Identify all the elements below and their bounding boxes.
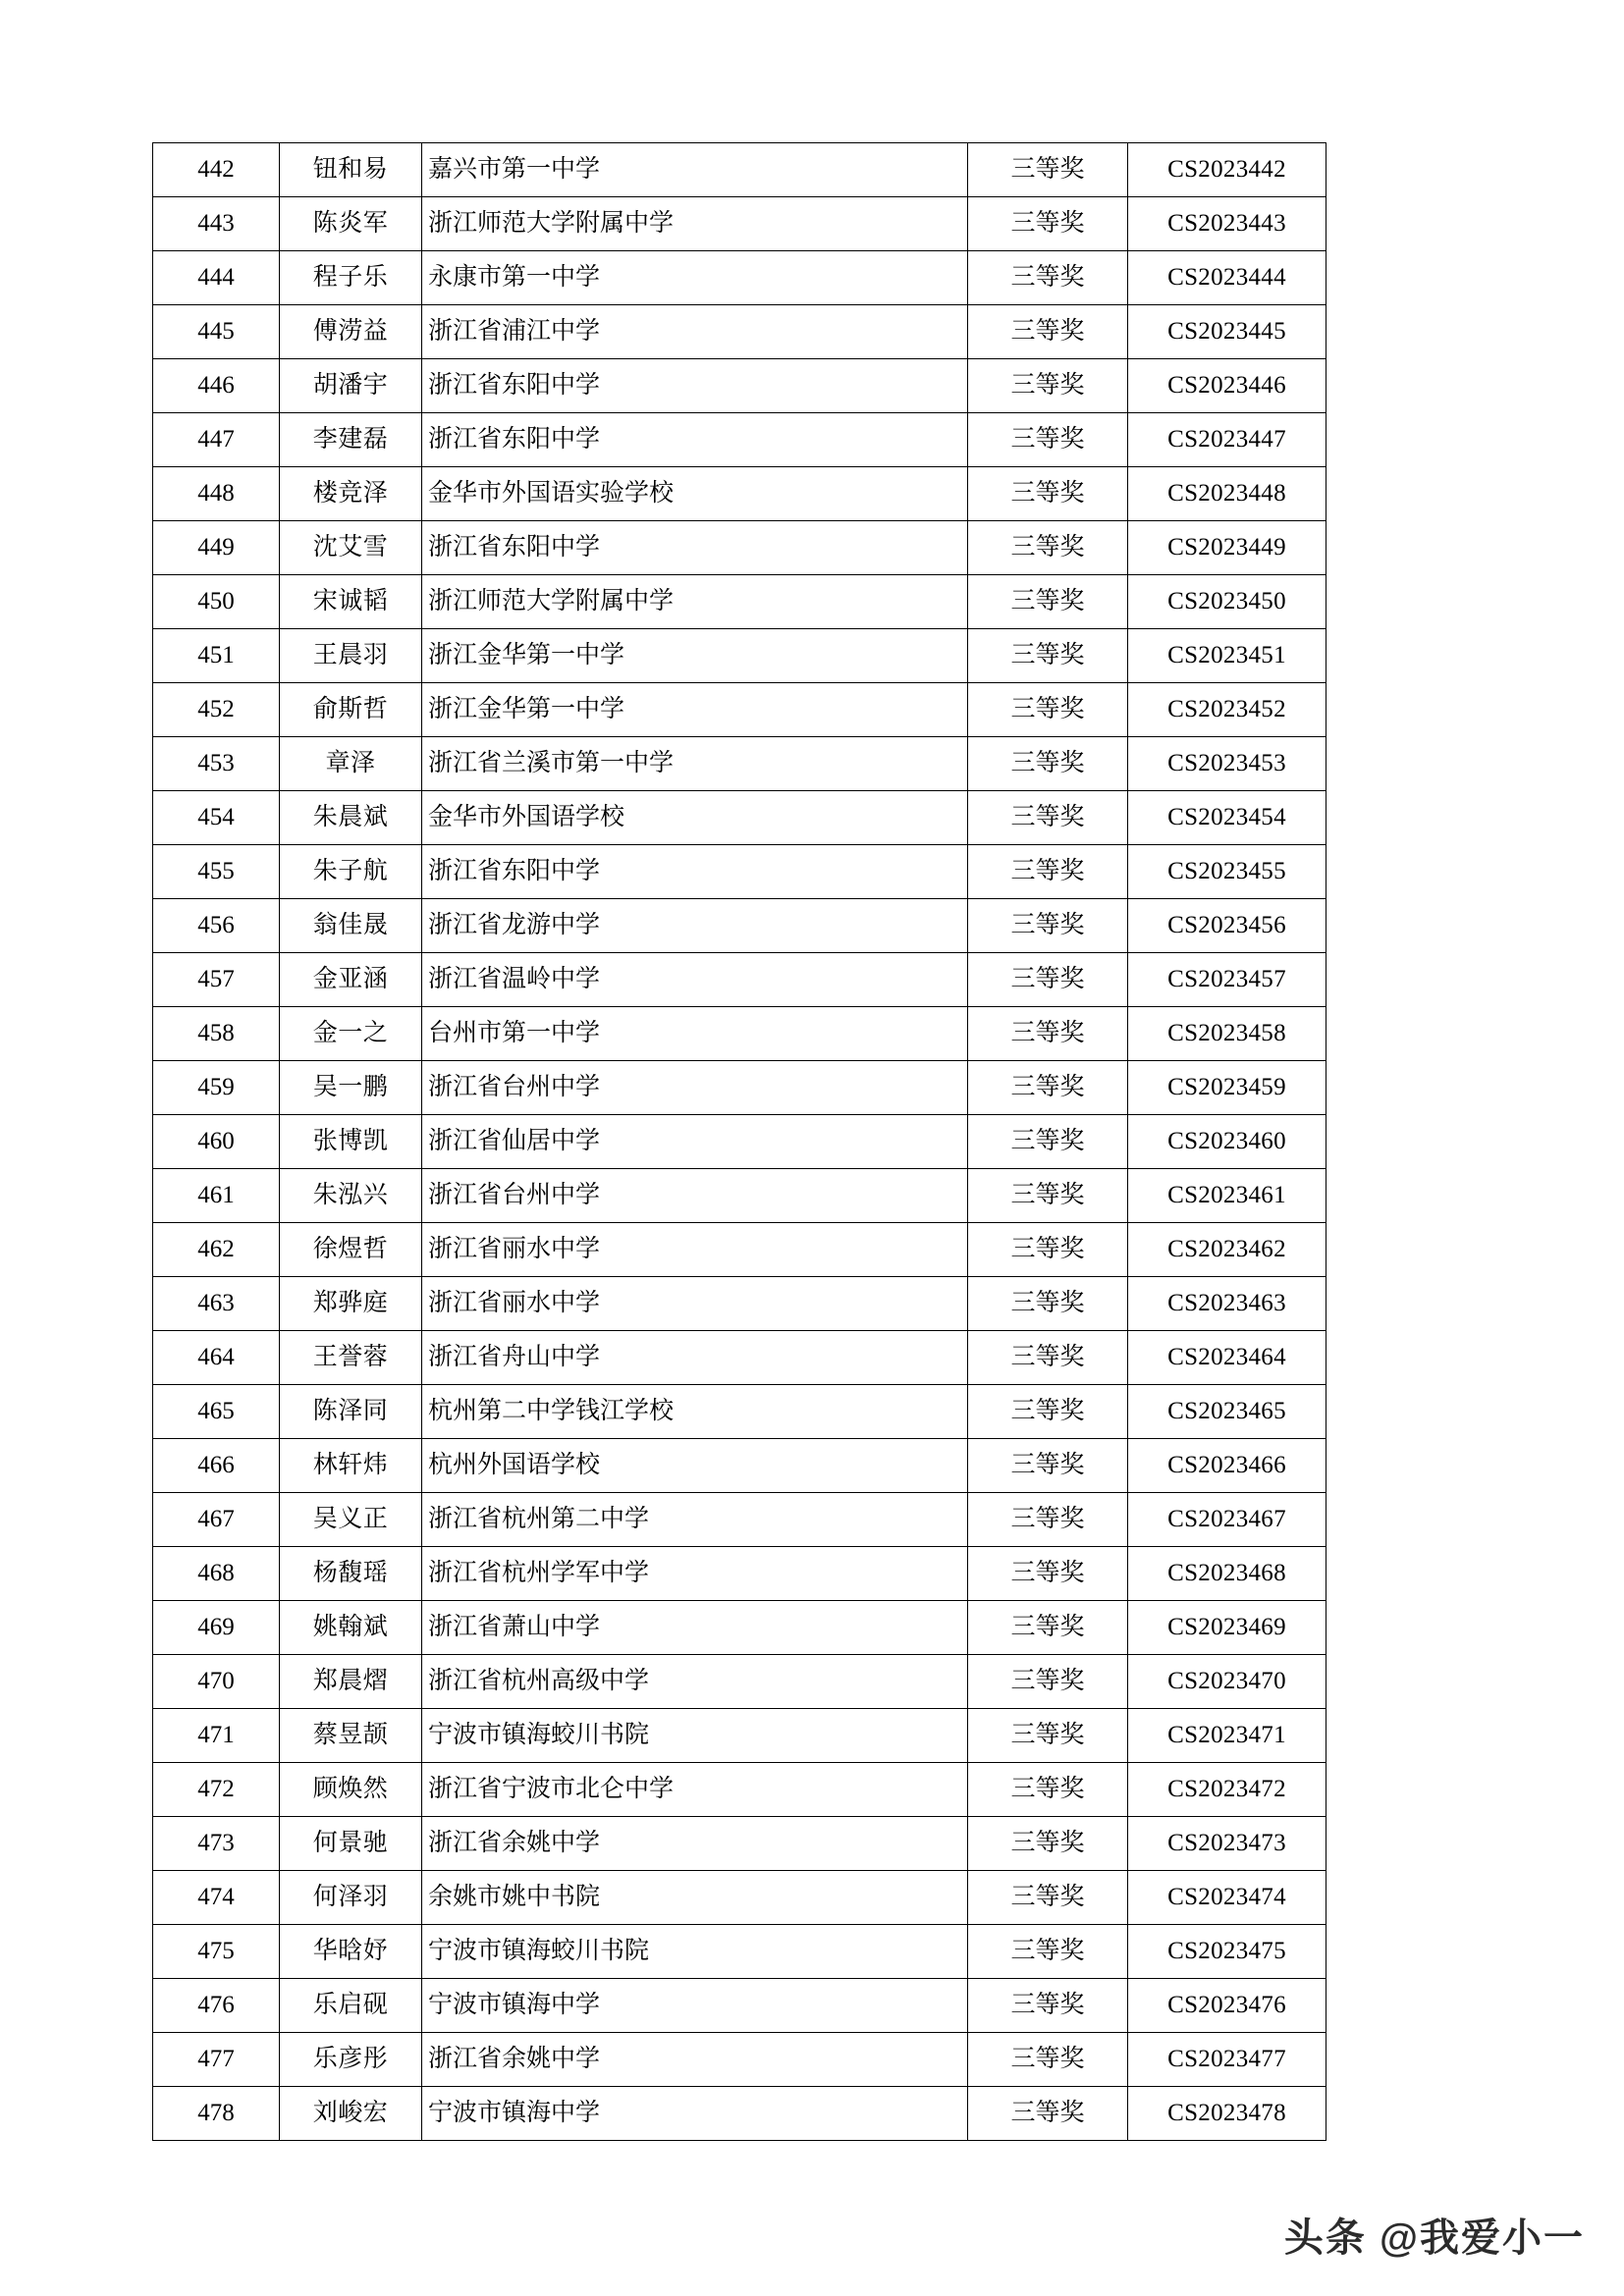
student-name-cell: 傅涝益	[280, 305, 422, 359]
table-row	[153, 575, 1326, 629]
row-index-cell: 464	[153, 1331, 280, 1385]
award-level-cell: 三等奖	[968, 251, 1128, 305]
school-name-cell: 浙江省东阳中学	[422, 845, 968, 899]
table-row	[153, 1007, 1326, 1061]
award-level-cell: 三等奖	[968, 2087, 1128, 2141]
award-level-cell: 三等奖	[968, 1655, 1128, 1709]
award-level-cell: 三等奖	[968, 683, 1128, 737]
certificate-code-cell: CS2023457	[1128, 953, 1326, 1007]
certificate-code-cell: CS2023442	[1128, 143, 1326, 197]
certificate-code-cell: CS2023455	[1128, 845, 1326, 899]
table-row	[153, 1763, 1326, 1817]
school-name-cell: 宁波市镇海蛟川书院	[422, 1925, 968, 1979]
watermark: 头条 @我爱小一	[1283, 2216, 1585, 2260]
certificate-code-cell: CS2023461	[1128, 1169, 1326, 1223]
row-index-cell: 468	[153, 1547, 280, 1601]
award-level-cell: 三等奖	[968, 1601, 1128, 1655]
table-row	[153, 899, 1326, 953]
row-index-cell: 444	[153, 251, 280, 305]
row-index-cell: 450	[153, 575, 280, 629]
school-name-cell: 浙江省东阳中学	[422, 521, 968, 575]
certificate-code-cell: CS2023463	[1128, 1277, 1326, 1331]
row-index-cell: 477	[153, 2033, 280, 2087]
student-name-cell: 俞斯哲	[280, 683, 422, 737]
award-table-container	[152, 142, 1326, 2141]
student-name-cell: 翁佳晟	[280, 899, 422, 953]
row-index-cell: 447	[153, 413, 280, 467]
school-name-cell: 浙江省杭州高级中学	[422, 1655, 968, 1709]
certificate-code-cell: CS2023444	[1128, 251, 1326, 305]
row-index-cell: 452	[153, 683, 280, 737]
student-name-cell: 王誉蓉	[280, 1331, 422, 1385]
student-name-cell: 吴一鹏	[280, 1061, 422, 1115]
certificate-code-cell: CS2023469	[1128, 1601, 1326, 1655]
student-name-cell: 徐煜哲	[280, 1223, 422, 1277]
school-name-cell: 浙江省丽水中学	[422, 1277, 968, 1331]
certificate-code-cell: CS2023477	[1128, 2033, 1326, 2087]
row-index-cell: 457	[153, 953, 280, 1007]
award-level-cell: 三等奖	[968, 845, 1128, 899]
student-name-cell: 沈艾雪	[280, 521, 422, 575]
student-name-cell: 钮和易	[280, 143, 422, 197]
table-row	[153, 413, 1326, 467]
table-row	[153, 467, 1326, 521]
certificate-code-cell: CS2023452	[1128, 683, 1326, 737]
school-name-cell: 浙江省丽水中学	[422, 1223, 968, 1277]
table-row	[153, 791, 1326, 845]
school-name-cell: 宁波市镇海中学	[422, 2087, 968, 2141]
award-level-cell: 三等奖	[968, 953, 1128, 1007]
school-name-cell: 浙江金华第一中学	[422, 629, 968, 683]
row-index-cell: 446	[153, 359, 280, 413]
row-index-cell: 454	[153, 791, 280, 845]
row-index-cell: 458	[153, 1007, 280, 1061]
row-index-cell: 474	[153, 1871, 280, 1925]
student-name-cell: 林轩炜	[280, 1439, 422, 1493]
table-row	[153, 359, 1326, 413]
student-name-cell: 章泽	[280, 737, 422, 791]
certificate-code-cell: CS2023470	[1128, 1655, 1326, 1709]
certificate-code-cell: CS2023466	[1128, 1439, 1326, 1493]
certificate-code-cell: CS2023443	[1128, 197, 1326, 251]
row-index-cell: 469	[153, 1601, 280, 1655]
row-index-cell: 471	[153, 1709, 280, 1763]
certificate-code-cell: CS2023473	[1128, 1817, 1326, 1871]
award-level-cell: 三等奖	[968, 2033, 1128, 2087]
certificate-code-cell: CS2023447	[1128, 413, 1326, 467]
row-index-cell: 462	[153, 1223, 280, 1277]
school-name-cell: 台州市第一中学	[422, 1007, 968, 1061]
student-name-cell: 蔡昱颉	[280, 1709, 422, 1763]
school-name-cell: 浙江省余姚中学	[422, 1817, 968, 1871]
table-row	[153, 1817, 1326, 1871]
student-name-cell: 张博凯	[280, 1115, 422, 1169]
school-name-cell: 浙江省杭州学军中学	[422, 1547, 968, 1601]
student-name-cell: 郑晨熠	[280, 1655, 422, 1709]
student-name-cell: 华晗妤	[280, 1925, 422, 1979]
school-name-cell: 浙江省余姚中学	[422, 2033, 968, 2087]
award-level-cell: 三等奖	[968, 1817, 1128, 1871]
certificate-code-cell: CS2023478	[1128, 2087, 1326, 2141]
table-row	[153, 1493, 1326, 1547]
certificate-code-cell: CS2023465	[1128, 1385, 1326, 1439]
row-index-cell: 455	[153, 845, 280, 899]
school-name-cell: 金华市外国语实验学校	[422, 467, 968, 521]
award-level-cell: 三等奖	[968, 1385, 1128, 1439]
school-name-cell: 永康市第一中学	[422, 251, 968, 305]
certificate-code-cell: CS2023472	[1128, 1763, 1326, 1817]
school-name-cell: 浙江金华第一中学	[422, 683, 968, 737]
table-row	[153, 1547, 1326, 1601]
school-name-cell: 余姚市姚中书院	[422, 1871, 968, 1925]
student-name-cell: 朱子航	[280, 845, 422, 899]
school-name-cell: 浙江省仙居中学	[422, 1115, 968, 1169]
award-level-cell: 三等奖	[968, 1709, 1128, 1763]
student-name-cell: 何泽羽	[280, 1871, 422, 1925]
table-row	[153, 1601, 1326, 1655]
student-name-cell: 程子乐	[280, 251, 422, 305]
table-row	[153, 1277, 1326, 1331]
table-row	[153, 683, 1326, 737]
table-row	[153, 251, 1326, 305]
award-level-cell: 三等奖	[968, 1115, 1128, 1169]
school-name-cell: 金华市外国语学校	[422, 791, 968, 845]
row-index-cell: 475	[153, 1925, 280, 1979]
table-row	[153, 2087, 1326, 2141]
school-name-cell: 浙江省萧山中学	[422, 1601, 968, 1655]
student-name-cell: 姚翰斌	[280, 1601, 422, 1655]
award-table	[152, 142, 1326, 2141]
certificate-code-cell: CS2023449	[1128, 521, 1326, 575]
table-row	[153, 737, 1326, 791]
school-name-cell: 浙江省宁波市北仑中学	[422, 1763, 968, 1817]
row-index-cell: 448	[153, 467, 280, 521]
award-level-cell: 三等奖	[968, 1763, 1128, 1817]
table-row	[153, 1331, 1326, 1385]
student-name-cell: 朱晨斌	[280, 791, 422, 845]
table-row	[153, 845, 1326, 899]
certificate-code-cell: CS2023474	[1128, 1871, 1326, 1925]
award-level-cell: 三等奖	[968, 1223, 1128, 1277]
award-level-cell: 三等奖	[968, 737, 1128, 791]
student-name-cell: 朱泓兴	[280, 1169, 422, 1223]
student-name-cell: 吴义正	[280, 1493, 422, 1547]
award-level-cell: 三等奖	[968, 899, 1128, 953]
student-name-cell: 陈炎军	[280, 197, 422, 251]
award-level-cell: 三等奖	[968, 1169, 1128, 1223]
table-row	[153, 2033, 1326, 2087]
table-row	[153, 1169, 1326, 1223]
table-row	[153, 1115, 1326, 1169]
student-name-cell: 胡潘宇	[280, 359, 422, 413]
row-index-cell: 456	[153, 899, 280, 953]
award-table-body	[153, 143, 1326, 2141]
certificate-code-cell: CS2023458	[1128, 1007, 1326, 1061]
table-row	[153, 197, 1326, 251]
student-name-cell: 乐启砚	[280, 1979, 422, 2033]
award-level-cell: 三等奖	[968, 521, 1128, 575]
student-name-cell: 顾焕然	[280, 1763, 422, 1817]
certificate-code-cell: CS2023460	[1128, 1115, 1326, 1169]
row-index-cell: 445	[153, 305, 280, 359]
award-level-cell: 三等奖	[968, 305, 1128, 359]
row-index-cell: 478	[153, 2087, 280, 2141]
student-name-cell: 王晨羽	[280, 629, 422, 683]
row-index-cell: 460	[153, 1115, 280, 1169]
table-row	[153, 305, 1326, 359]
school-name-cell: 浙江省杭州第二中学	[422, 1493, 968, 1547]
award-level-cell: 三等奖	[968, 791, 1128, 845]
school-name-cell: 浙江省台州中学	[422, 1169, 968, 1223]
certificate-code-cell: CS2023454	[1128, 791, 1326, 845]
row-index-cell: 476	[153, 1979, 280, 2033]
school-name-cell: 浙江省舟山中学	[422, 1331, 968, 1385]
school-name-cell: 浙江师范大学附属中学	[422, 197, 968, 251]
table-row	[153, 953, 1326, 1007]
row-index-cell: 473	[153, 1817, 280, 1871]
table-row	[153, 1061, 1326, 1115]
student-name-cell: 陈泽同	[280, 1385, 422, 1439]
certificate-code-cell: CS2023446	[1128, 359, 1326, 413]
student-name-cell: 杨馥瑶	[280, 1547, 422, 1601]
school-name-cell: 浙江省龙游中学	[422, 899, 968, 953]
row-index-cell: 472	[153, 1763, 280, 1817]
row-index-cell: 470	[153, 1655, 280, 1709]
row-index-cell: 453	[153, 737, 280, 791]
student-name-cell: 郑骅庭	[280, 1277, 422, 1331]
row-index-cell: 461	[153, 1169, 280, 1223]
student-name-cell: 何景驰	[280, 1817, 422, 1871]
school-name-cell: 杭州第二中学钱江学校	[422, 1385, 968, 1439]
row-index-cell: 449	[153, 521, 280, 575]
award-level-cell: 三等奖	[968, 1439, 1128, 1493]
award-level-cell: 三等奖	[968, 1331, 1128, 1385]
school-name-cell: 浙江省兰溪市第一中学	[422, 737, 968, 791]
student-name-cell: 楼竞泽	[280, 467, 422, 521]
award-level-cell: 三等奖	[968, 1547, 1128, 1601]
award-level-cell: 三等奖	[968, 1493, 1128, 1547]
table-row	[153, 1979, 1326, 2033]
student-name-cell: 乐彦彤	[280, 2033, 422, 2087]
award-level-cell: 三等奖	[968, 1277, 1128, 1331]
table-row	[153, 1925, 1326, 1979]
certificate-code-cell: CS2023451	[1128, 629, 1326, 683]
table-row	[153, 521, 1326, 575]
award-level-cell: 三等奖	[968, 1007, 1128, 1061]
school-name-cell: 宁波市镇海蛟川书院	[422, 1709, 968, 1763]
certificate-code-cell: CS2023462	[1128, 1223, 1326, 1277]
row-index-cell: 451	[153, 629, 280, 683]
award-level-cell: 三等奖	[968, 629, 1128, 683]
school-name-cell: 浙江省温岭中学	[422, 953, 968, 1007]
row-index-cell: 443	[153, 197, 280, 251]
row-index-cell: 465	[153, 1385, 280, 1439]
table-row	[153, 1709, 1326, 1763]
school-name-cell: 浙江省东阳中学	[422, 413, 968, 467]
school-name-cell: 嘉兴市第一中学	[422, 143, 968, 197]
certificate-code-cell: CS2023468	[1128, 1547, 1326, 1601]
certificate-code-cell: CS2023467	[1128, 1493, 1326, 1547]
certificate-code-cell: CS2023453	[1128, 737, 1326, 791]
award-level-cell: 三等奖	[968, 1925, 1128, 1979]
school-name-cell: 杭州外国语学校	[422, 1439, 968, 1493]
table-row	[153, 1655, 1326, 1709]
certificate-code-cell: CS2023456	[1128, 899, 1326, 953]
certificate-code-cell: CS2023475	[1128, 1925, 1326, 1979]
student-name-cell: 宋诚韬	[280, 575, 422, 629]
student-name-cell: 刘峻宏	[280, 2087, 422, 2141]
school-name-cell: 浙江省浦江中学	[422, 305, 968, 359]
award-level-cell: 三等奖	[968, 1061, 1128, 1115]
table-row	[153, 1439, 1326, 1493]
certificate-code-cell: CS2023471	[1128, 1709, 1326, 1763]
row-index-cell: 463	[153, 1277, 280, 1331]
table-row	[153, 1385, 1326, 1439]
table-row	[153, 1223, 1326, 1277]
student-name-cell: 李建磊	[280, 413, 422, 467]
award-level-cell: 三等奖	[968, 575, 1128, 629]
row-index-cell: 442	[153, 143, 280, 197]
school-name-cell: 宁波市镇海中学	[422, 1979, 968, 2033]
award-level-cell: 三等奖	[968, 467, 1128, 521]
row-index-cell: 459	[153, 1061, 280, 1115]
row-index-cell: 466	[153, 1439, 280, 1493]
award-level-cell: 三等奖	[968, 359, 1128, 413]
award-level-cell: 三等奖	[968, 143, 1128, 197]
certificate-code-cell: CS2023448	[1128, 467, 1326, 521]
school-name-cell: 浙江省东阳中学	[422, 359, 968, 413]
student-name-cell: 金一之	[280, 1007, 422, 1061]
student-name-cell: 金亚涵	[280, 953, 422, 1007]
certificate-code-cell: CS2023445	[1128, 305, 1326, 359]
table-row	[153, 629, 1326, 683]
row-index-cell: 467	[153, 1493, 280, 1547]
table-row	[153, 143, 1326, 197]
award-level-cell: 三等奖	[968, 197, 1128, 251]
table-row	[153, 1871, 1326, 1925]
certificate-code-cell: CS2023476	[1128, 1979, 1326, 2033]
certificate-code-cell: CS2023459	[1128, 1061, 1326, 1115]
school-name-cell: 浙江省台州中学	[422, 1061, 968, 1115]
award-level-cell: 三等奖	[968, 1979, 1128, 2033]
certificate-code-cell: CS2023450	[1128, 575, 1326, 629]
certificate-code-cell: CS2023464	[1128, 1331, 1326, 1385]
school-name-cell: 浙江师范大学附属中学	[422, 575, 968, 629]
award-level-cell: 三等奖	[968, 413, 1128, 467]
award-level-cell: 三等奖	[968, 1871, 1128, 1925]
